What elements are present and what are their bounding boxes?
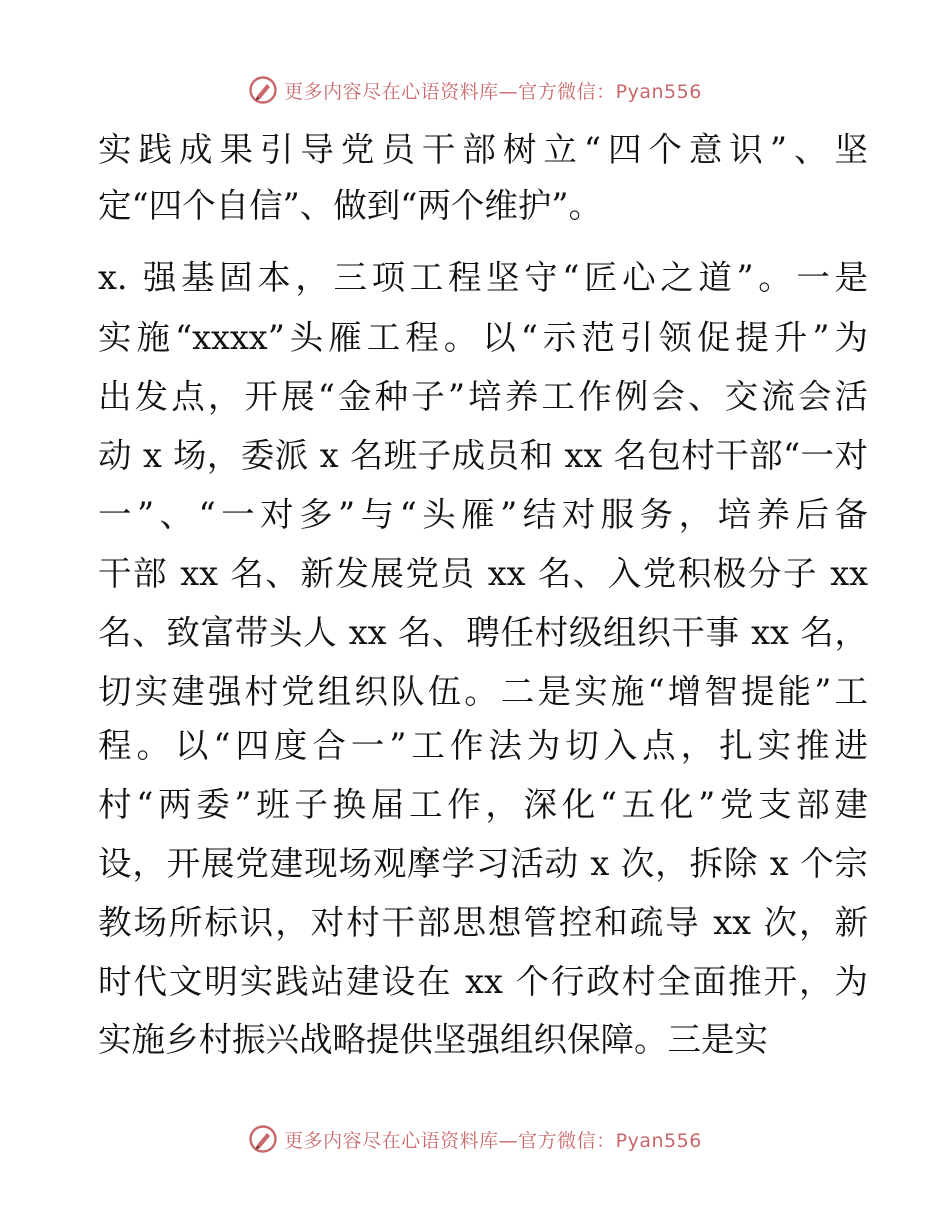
text-line-16: 实施乡村振兴战略提供坚强组织保障。三是实 (98, 1020, 768, 1059)
text-line-2: 定“四个自信”、做到“两个维护”。 (98, 186, 603, 225)
text-line-13: 设，开展党建现场观摩学习活动 x 次，拆除 x 个宗 (98, 844, 868, 883)
text-line-15: 时代文明实践站建设在 xx 个行政村全面推开，为 (98, 962, 868, 1001)
text-line-10: 切实建强村党组织队伍。二是实施“增智提能”工 (98, 672, 868, 711)
text-line-6: 动 x 场，委派 x 名班子成员和 xx 名包村干部“一对 (98, 436, 868, 475)
text-line-7: 一”、“一对多”与“头雁”结对服务，培养后备 (98, 495, 868, 534)
watermark-text: 更多内容尽在心语资料库—官方微信：Pyan556 (284, 80, 702, 103)
pen-seal-icon (248, 1124, 278, 1154)
text-line-4: 实施“xxxx”头雁工程。以“示范引领促提升”为 (98, 318, 868, 357)
pen-seal-icon (248, 75, 278, 105)
text-line-14: 教场所标识，对村干部思想管控和疏导 xx 次，新 (98, 903, 868, 942)
text-line-5: 出发点，开展“金种子”培养工作例会、交流会活 (98, 377, 868, 416)
footer-watermark (0, 1121, 950, 1157)
text-line-11: 程。以“四度合一”工作法为切入点，扎实推进 (98, 726, 868, 765)
text-line-3: x. 强基固本，三项工程坚守“匠心之道”。一是 (98, 258, 868, 297)
text-line-12: 村“两委”班子换届工作，深化“五化”党支部建 (98, 785, 868, 824)
text-line-8: 干部 xx 名、新发展党员 xx 名、入党积极分子 xx (98, 554, 868, 593)
watermark-text: 更多内容尽在心语资料库—官方微信：Pyan556 (284, 1129, 702, 1152)
text-line-9: 名、致富带头人 xx 名、聘任村级组织干事 xx 名， (98, 613, 868, 652)
header-watermark (0, 72, 950, 108)
text-line-1: 实践成果引导党员干部树立“四个意识”、坚 (98, 130, 868, 169)
